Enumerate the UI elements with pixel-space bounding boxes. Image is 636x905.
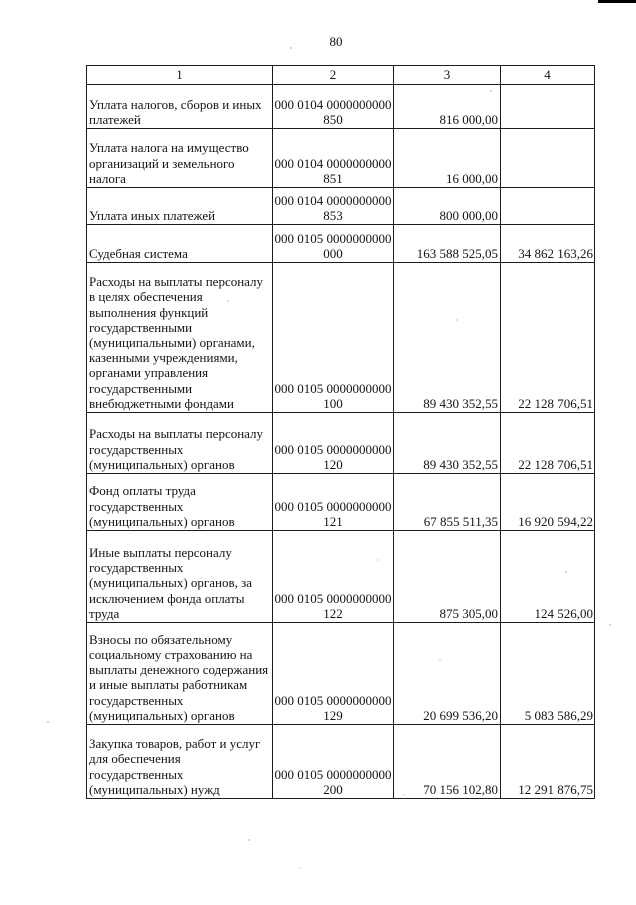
- row-value-col3-cell: [394, 225, 501, 263]
- row-value-col3-cell: [394, 188, 501, 225]
- table-row: [87, 85, 595, 129]
- row-value-col3-cell: [394, 531, 501, 623]
- row-value-col3: 67 855 511,35: [423, 513, 498, 529]
- page-number: 80: [329, 34, 343, 49]
- row-name-line: Уплата налогов, сборов и иных: [89, 96, 262, 112]
- scan-noise-dot: [609, 624, 610, 625]
- row-code-cell: [273, 129, 394, 188]
- row-value-col4-cell: [501, 225, 595, 263]
- row-value-col4: 22 128 706,51: [518, 456, 593, 472]
- table-row: [87, 188, 595, 225]
- row-value-col3-cell: [394, 474, 501, 531]
- row-code-cell: [273, 474, 394, 531]
- row-value-col4: 22 128 706,51: [518, 395, 593, 411]
- row-value-col4-cell: [501, 85, 595, 129]
- row-value-col3-cell: [394, 129, 501, 188]
- column-header-2: 2: [273, 66, 394, 85]
- table-row: [87, 413, 595, 474]
- row-code-cell: [273, 531, 394, 623]
- row-name-line: государственными: [89, 380, 193, 396]
- row-name-line: государственных: [89, 498, 184, 514]
- row-name-line: Уплата налога на имущество: [89, 140, 249, 156]
- row-name-line: Закупка товаров, работ и услуг: [89, 736, 261, 752]
- row-name-line: государственными: [89, 319, 193, 335]
- row-code-line: 850: [323, 111, 343, 127]
- row-value-col4: 34 862 163,26: [518, 245, 593, 261]
- scan-noise-dot: [299, 867, 300, 868]
- row-name-line: государственных: [89, 692, 184, 708]
- row-value-col3: 20 699 536,20: [423, 707, 498, 723]
- row-name-line: Уплата иных платежей: [89, 207, 216, 223]
- row-value-col3: 816 000,00: [439, 111, 498, 127]
- table-row: [87, 725, 595, 799]
- table-row: [87, 263, 595, 413]
- row-value-col4: 16 920 594,22: [518, 513, 593, 529]
- row-name-line: (муниципальных) органов, за: [89, 575, 253, 591]
- row-code-line: 000 0105 0000000000: [274, 380, 392, 396]
- row-value-col3-cell: [394, 413, 501, 474]
- row-code-line: 853: [323, 207, 343, 223]
- row-value-col4-cell: [501, 413, 595, 474]
- table-row: [87, 225, 595, 263]
- table-row: [87, 531, 595, 623]
- row-code-line: 120: [323, 456, 343, 472]
- row-name-line: Фонд оплаты труда: [89, 483, 196, 499]
- row-code-cell: [273, 225, 394, 263]
- row-code-line: 129: [323, 707, 343, 723]
- row-name-cell: [87, 225, 273, 263]
- table-row: [87, 623, 595, 725]
- row-value-col4-cell: [501, 188, 595, 225]
- row-value-col3-cell: [394, 263, 501, 413]
- row-code-line: 000 0105 0000000000: [274, 590, 392, 606]
- row-name-line: труда: [89, 605, 120, 621]
- row-name-line: Взносы по обязательному: [89, 631, 233, 647]
- row-name-line: налога: [89, 170, 126, 186]
- row-code-line: 000 0105 0000000000: [274, 692, 392, 708]
- row-value-col4-cell: [501, 623, 595, 725]
- row-value-col3: 875 305,00: [439, 605, 498, 621]
- row-value-col3: 163 588 525,05: [416, 245, 498, 261]
- row-name-line: исключением фонда оплаты: [89, 590, 245, 606]
- row-name-line: государственных: [89, 766, 184, 782]
- row-value-col4-cell: [501, 474, 595, 531]
- row-name-line: платежей: [89, 111, 141, 127]
- row-code-line: 000 0105 0000000000: [274, 498, 392, 514]
- row-name-cell: [87, 623, 273, 725]
- budget-table: [86, 65, 595, 799]
- row-code-line: 000: [323, 245, 343, 261]
- row-name-line: казенными учреждениями,: [89, 350, 238, 366]
- table-row: [87, 129, 595, 188]
- row-name-line: (муниципальных) органов: [89, 456, 235, 472]
- row-name-cell: [87, 531, 273, 623]
- scan-noise-dot: [248, 839, 249, 840]
- row-value-col4-cell: [501, 263, 595, 413]
- row-value-col3: 800 000,00: [439, 207, 498, 223]
- row-name-line: для обеспечения: [89, 751, 181, 767]
- row-name-line: и иные выплаты работникам: [89, 677, 248, 693]
- row-value-col3-cell: [394, 725, 501, 799]
- row-value-col3-cell: [394, 85, 501, 129]
- row-name-line: выполнения функций: [89, 304, 209, 320]
- row-name-line: Судебная система: [89, 245, 188, 261]
- column-header-4: 4: [501, 66, 595, 85]
- row-name-line: (муниципальными) органами,: [89, 334, 255, 350]
- row-code-cell: [273, 188, 394, 225]
- row-name-cell: [87, 85, 273, 129]
- row-code-line: 000 0104 0000000000: [274, 192, 392, 208]
- row-code-line: 122: [323, 605, 343, 621]
- row-value-col3: 89 430 352,55: [423, 456, 498, 472]
- row-value-col4-cell: [501, 725, 595, 799]
- column-header-1: 1: [87, 66, 273, 85]
- row-value-col3: 70 156 102,80: [423, 781, 498, 797]
- row-name-line: Расходы на выплаты персоналу: [89, 274, 264, 290]
- row-name-cell: [87, 413, 273, 474]
- row-name-cell: [87, 263, 273, 413]
- row-name-cell: [87, 188, 273, 225]
- row-code-cell: [273, 725, 394, 799]
- table-row: [87, 474, 595, 531]
- row-code-line: 000 0104 0000000000: [274, 96, 392, 112]
- row-name-line: в целях обеспечения: [89, 289, 203, 305]
- row-name-line: (муниципальных) органов: [89, 707, 235, 723]
- row-value-col4: 5 083 586,29: [524, 707, 593, 723]
- row-code-line: 121: [323, 513, 343, 529]
- row-code-cell: [273, 413, 394, 474]
- row-name-line: внебюджетными фондами: [89, 395, 234, 411]
- row-name-line: социальному страхованию на: [89, 646, 253, 662]
- row-value-col3: 16 000,00: [446, 170, 498, 186]
- row-name-cell: [87, 725, 273, 799]
- scan-noise-dot: [47, 721, 48, 722]
- row-value-col4-cell: [501, 129, 595, 188]
- table-header-row: [87, 66, 595, 85]
- row-name-line: государственных: [89, 441, 184, 457]
- row-code-cell: [273, 623, 394, 725]
- row-name-line: выплаты денежного содержания: [89, 662, 269, 678]
- row-name-line: (муниципальных) органов: [89, 513, 235, 529]
- row-value-col4: 12 291 876,75: [518, 781, 593, 797]
- row-name-line: Расходы на выплаты персоналу: [89, 426, 264, 442]
- scan-edge-mark: [598, 0, 636, 3]
- row-name-cell: [87, 474, 273, 531]
- row-value-col4-cell: [501, 531, 595, 623]
- row-value-col4: 124 526,00: [534, 605, 593, 621]
- row-name-line: государственных: [89, 560, 184, 576]
- row-name-line: Иные выплаты персоналу: [89, 544, 232, 560]
- row-code-cell: [273, 85, 394, 129]
- row-code-line: 851: [323, 170, 343, 186]
- scan-noise-dot: [290, 47, 291, 48]
- row-name-cell: [87, 129, 273, 188]
- row-code-line: 000 0105 0000000000: [274, 230, 392, 246]
- row-code-line: 000 0104 0000000000: [274, 155, 392, 171]
- row-name-line: организаций и земельного: [89, 155, 235, 171]
- row-code-line: 000 0105 0000000000: [274, 441, 392, 457]
- row-value-col3: 89 430 352,55: [423, 395, 498, 411]
- row-name-line: органами управления: [89, 365, 209, 381]
- row-code-line: 000 0105 0000000000: [274, 766, 392, 782]
- row-value-col3-cell: [394, 623, 501, 725]
- row-name-line: (муниципальных) нужд: [89, 781, 220, 797]
- row-code-line: 200: [323, 781, 343, 797]
- row-code-cell: [273, 263, 394, 413]
- row-code-line: 100: [323, 395, 343, 411]
- column-header-3: 3: [394, 66, 501, 85]
